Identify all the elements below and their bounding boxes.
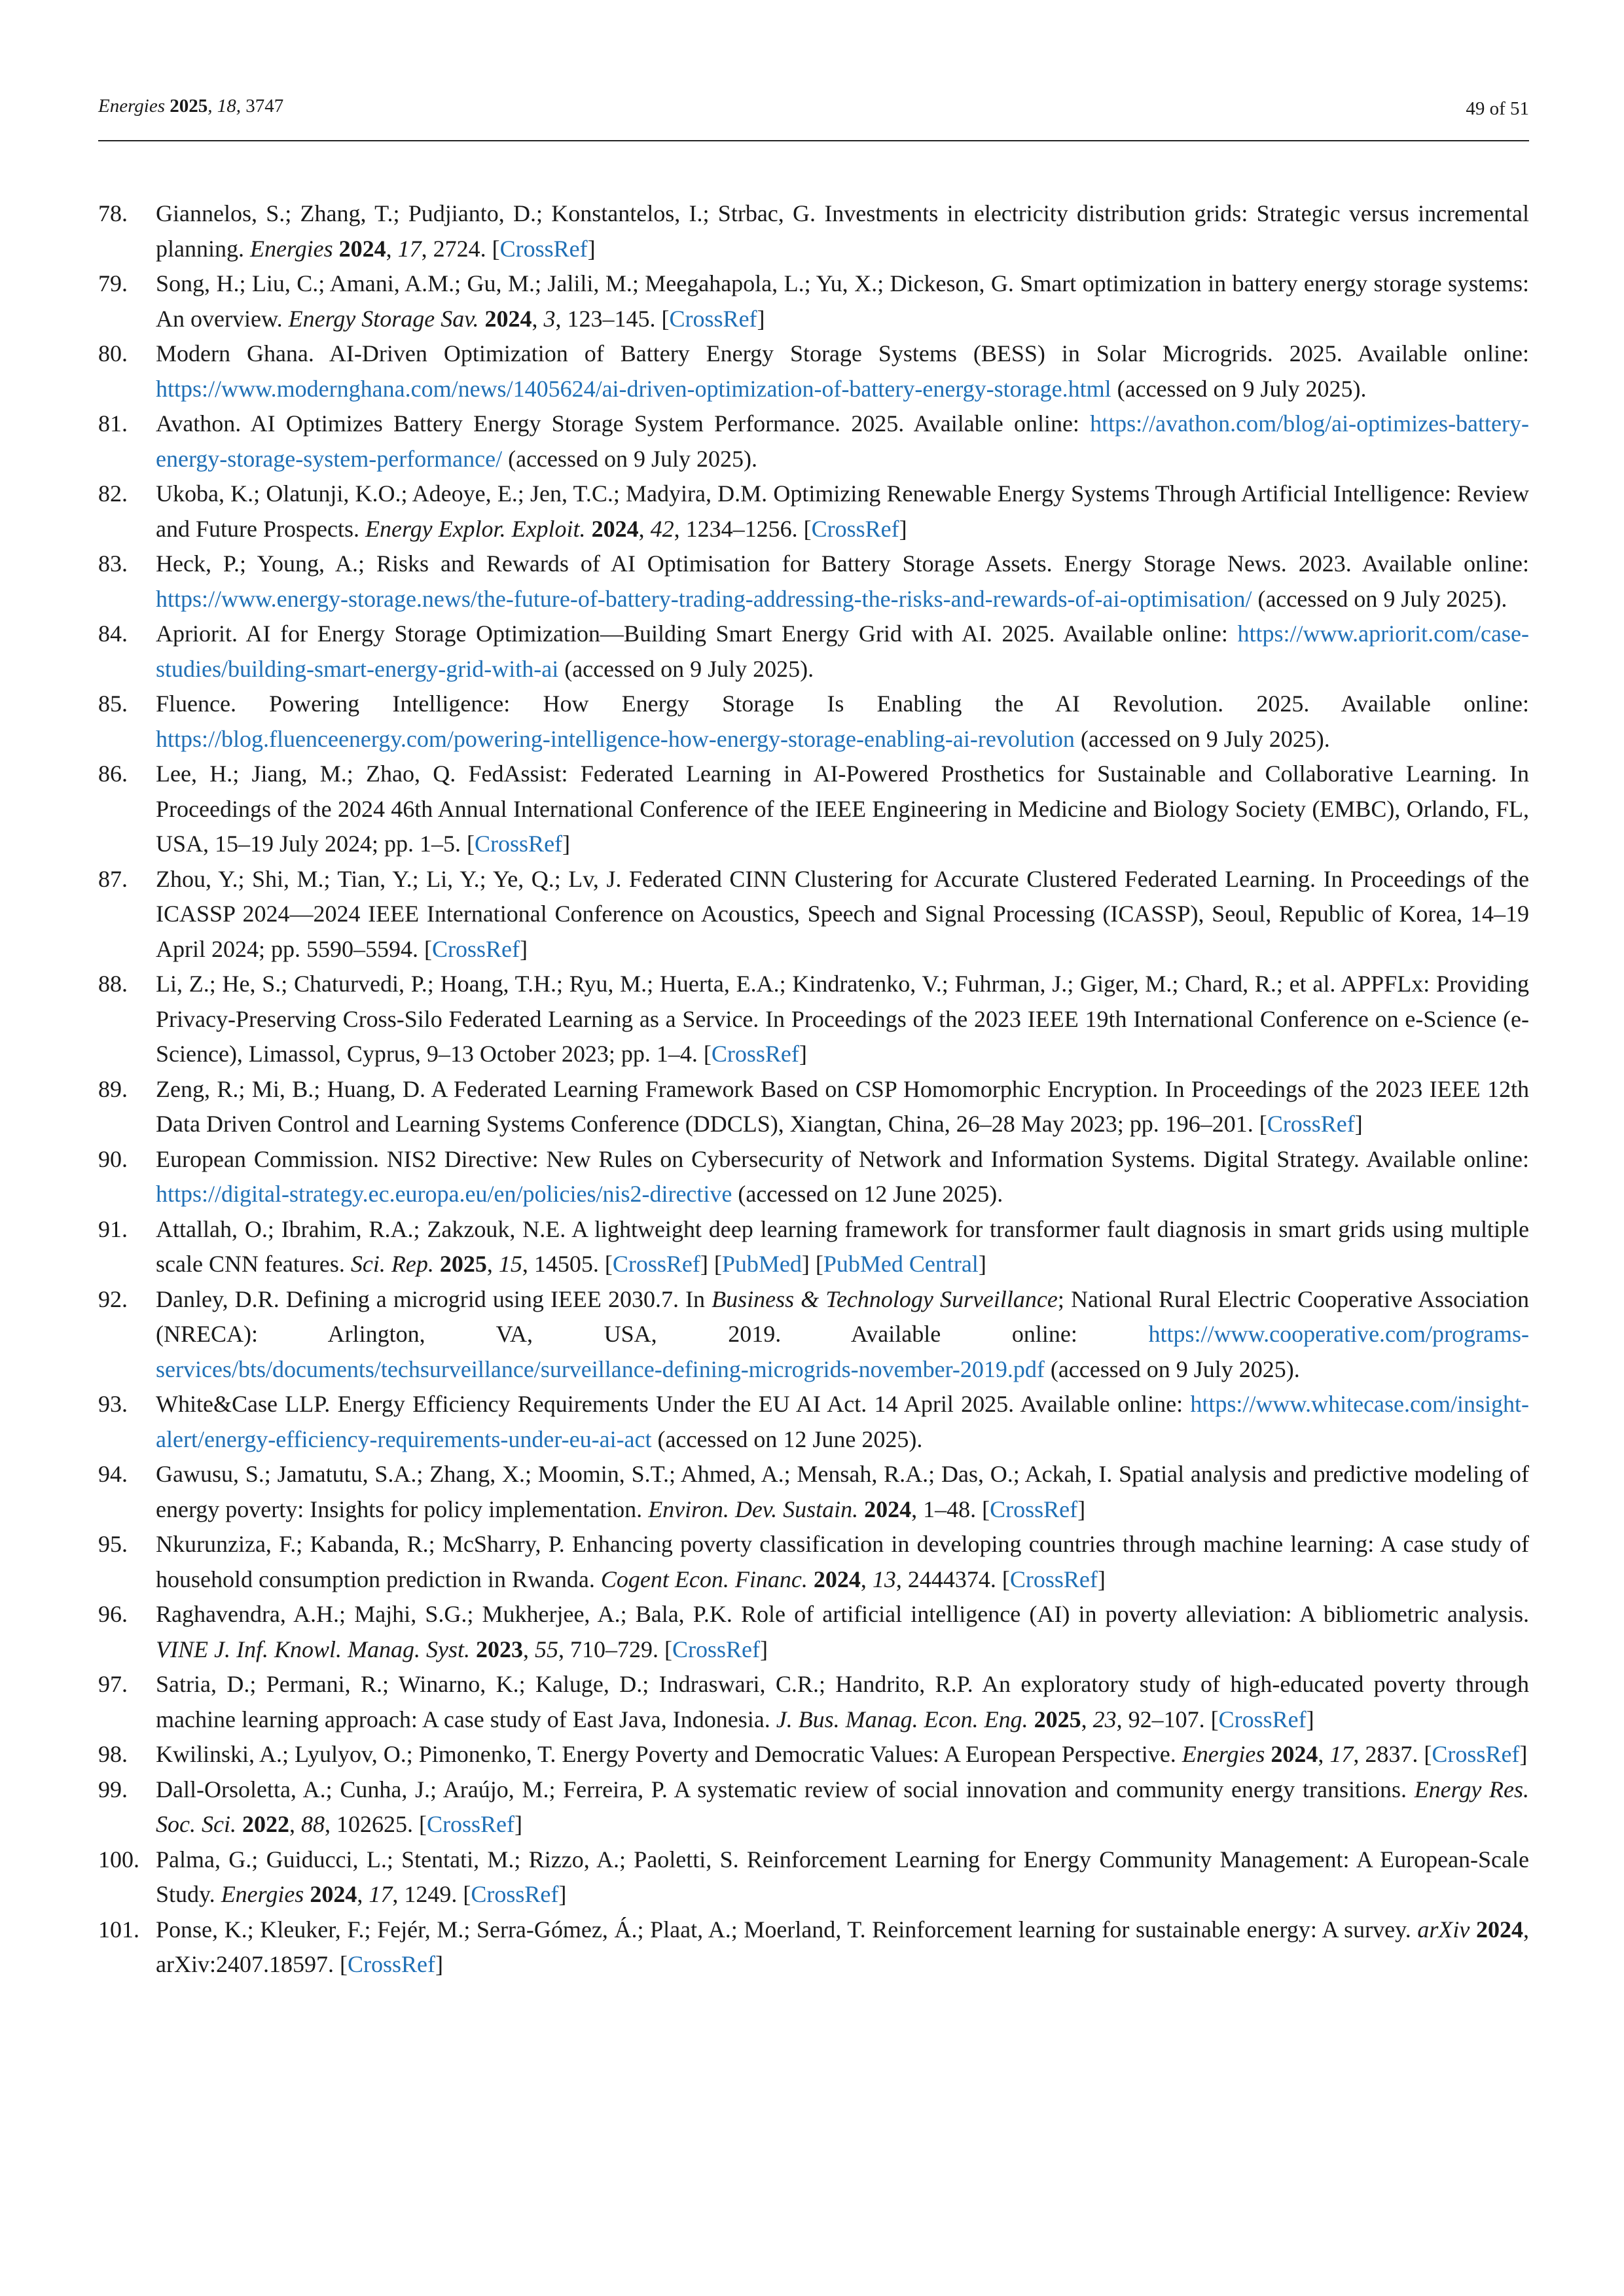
journal-citation: Energies 2025, 18, 3747: [98, 96, 284, 117]
reference-text: , arXiv:2407.18597. [: [156, 1916, 1530, 1977]
reference-item: [98, 1667, 1529, 1737]
reference-text: Attallah, O.; Ibrahim, R.A.; Zakzouk, N.E. A lightweight deep learning framework for transformer fault diagnosis in smart grids using multiple scale CNN features.: [156, 1215, 1529, 1277]
reference-text: [808, 1566, 814, 1592]
reference-text: [1028, 1706, 1034, 1732]
reference-text: Heck, P.; Young, A.; Risks and Rewards of AI Optimisation for Battery Storage Assets. Energy Storage News. 2023. Available online:: [156, 550, 1529, 577]
reference-item: [98, 1912, 1529, 1982]
reference-text: ]: [759, 1636, 768, 1662]
header-rule: [98, 140, 1529, 141]
reference-text: Avathon. AI Optimizes Battery Energy Storage System Performance. 2025. Available online:: [156, 410, 1091, 437]
reference-number: 88.: [98, 971, 128, 997]
reference-item: [98, 862, 1529, 967]
reference-text: (accessed on 9 July 2025).: [1252, 585, 1507, 612]
reference-italic-text: 13: [872, 1566, 896, 1592]
reference-text: ]: [562, 831, 571, 857]
reference-crossref-link[interactable]: CrossRef: [711, 1041, 799, 1067]
reference-number: 96.: [98, 1601, 128, 1627]
journal-year: 2025: [170, 96, 208, 117]
reference-text: ]: [587, 235, 596, 262]
reference-year: 2024: [484, 305, 532, 332]
reference-text: ]: [799, 1041, 807, 1067]
reference-crossref-link[interactable]: CrossRef: [499, 235, 588, 262]
reference-number: 97.: [98, 1671, 128, 1697]
reference-text: ]: [899, 515, 907, 542]
reference-text: Ukoba, K.; Olatunji, K.O.; Adeoye, E.; Jen, T.C.; Madyira, D.M. Optimizing Renewable Energy Systems Through Artificial Intelligence: Review and Future Prospects.: [156, 480, 1529, 542]
reference-number: 86.: [98, 761, 128, 787]
reference-text: (accessed on 12 June 2025).: [651, 1426, 923, 1452]
reference-year: 2025: [1034, 1706, 1081, 1732]
reference-year: 2024: [813, 1566, 861, 1592]
reference-text: , 92–107. [: [1116, 1706, 1219, 1732]
reference-text: Gawusu, S.; Jamatutu, S.A.; Zhang, X.; Moomin, S.T.; Ahmed, A.; Mensah, R.A.; Das, O.; Ackah, I. Spatial analysis and predictive modeling of energy poverty: Insights for policy implementation.: [156, 1461, 1529, 1522]
reference-item: [98, 687, 1529, 757]
reference-year: 2024: [591, 515, 639, 542]
reference-number: 94.: [98, 1461, 128, 1487]
reference-text: ; National Rural Electric Cooperative Association (NRECA): Arlington, VA, USA, 2019. Available online:: [156, 1285, 1530, 1347]
reference-text: , 14505. [: [522, 1251, 613, 1277]
reference-crossref-link[interactable]: CrossRef: [990, 1496, 1078, 1522]
reference-number: 85.: [98, 691, 128, 717]
reference-italic-text: 17: [369, 1881, 393, 1907]
reference-crossref-link[interactable]: CrossRef: [1432, 1741, 1520, 1767]
journal-volume: 18: [217, 96, 236, 117]
reference-item: [98, 1212, 1529, 1282]
reference-item: [98, 1772, 1529, 1842]
reference-number: 101.: [98, 1916, 139, 1943]
reference-text: , 1249. [: [392, 1881, 471, 1907]
reference-crossref-link[interactable]: CrossRef: [431, 935, 520, 962]
reference-url-link[interactable]: https://www.cooperative.com/programs-services/bts/documents/techsurveillance/surveillance-defining-microgrids-november-2019.pdf: [156, 1321, 1529, 1382]
reference-number: 82.: [98, 480, 128, 507]
reference-italic-text: Cogent Econ. Financ.: [600, 1566, 808, 1592]
reference-number: 100.: [98, 1846, 139, 1873]
reference-item: [98, 336, 1529, 406]
reference-text: (accessed on 9 July 2025).: [502, 445, 758, 472]
reference-italic-text: Business & Technology Surveillance: [712, 1285, 1058, 1312]
reference-text: , 1234–1256. [: [674, 515, 812, 542]
reference-number: 93.: [98, 1391, 128, 1417]
reference-text: ,: [357, 1881, 369, 1907]
reference-text: Zeng, R.; Mi, B.; Huang, D. A Federated Learning Framework Based on CSP Homomorphic Encryption. In Proceedings of the 2023 IEEE 12th Data Driven Control and Learning Systems Conference (DDCLS), Xiangtan, China, 26–28 May 2023; pp. 196–201. [: [156, 1075, 1529, 1137]
reference-text: , 102625. [: [324, 1811, 427, 1837]
reference-year: 2024: [338, 235, 386, 262]
article-number: 3747: [245, 96, 284, 117]
reference-text: ,: [860, 1566, 873, 1592]
reference-text: European Commission. NIS2 Directive: New Rules on Cybersecurity of Network and Information Systems. Digital Strategy. Available online:: [156, 1145, 1529, 1172]
reference-number: 95.: [98, 1531, 128, 1557]
reference-text: ,: [532, 305, 544, 332]
reference-italic-text: Environ. Dev. Sustain.: [648, 1496, 859, 1522]
reference-item: [98, 617, 1529, 687]
reference-text: [1470, 1916, 1476, 1943]
reference-text: , 710–729. [: [558, 1636, 672, 1662]
reference-crossref-link[interactable]: CrossRef: [672, 1636, 760, 1662]
reference-crossref-link[interactable]: CrossRef: [471, 1881, 559, 1907]
reference-crossref-link[interactable]: CrossRef: [1009, 1566, 1098, 1592]
reference-crossref-link[interactable]: CrossRef: [669, 305, 757, 332]
reference-text: [304, 1881, 310, 1907]
reference-item: [98, 406, 1529, 476]
reference-text: Zhou, Y.; Shi, M.; Tian, Y.; Li, Y.; Ye, Q.; Lv, J. Federated CINN Clustering for Accurate Clustered Federated Learning. In Proceedings of the ICASSP 2024—2024 IEEE International Conference on Acoustics, Speech and Signal Processing (ICASSP), Seoul, Republic of Korea, 14–19 April 2024; pp. 5590–5594. [: [156, 865, 1529, 962]
reference-item: [98, 547, 1529, 617]
reference-year: 2024: [1476, 1916, 1524, 1943]
reference-italic-text: 88: [300, 1811, 325, 1837]
reference-year: 2022: [242, 1811, 289, 1837]
reference-text: Fluence. Powering Intelligence: How Energy Storage Is Enabling the AI Revolution. 2025. Available online:: [156, 691, 1529, 717]
reference-italic-text: Energy Res. Soc. Sci.: [156, 1776, 1529, 1837]
reference-url-link[interactable]: https://digital-strategy.ec.europa.eu/en/policies/nis2-directive: [156, 1181, 732, 1207]
reference-year: 2023: [475, 1636, 523, 1662]
reference-text: ,: [486, 1251, 499, 1277]
reference-url-link[interactable]: https://www.energy-storage.news/the-future-of-battery-trading-addressing-the-risks-and-rewards-of-ai-optimisation/: [156, 585, 1252, 612]
reference-text: [236, 1811, 242, 1837]
reference-italic-text: Energy Explor. Exploit.: [365, 515, 586, 542]
reference-text: , 2837. [: [1353, 1741, 1432, 1767]
reference-text: Ponse, K.; Kleuker, F.; Fejér, M.; Serra-Gómez, Á.; Plaat, A.; Moerland, T. Reinforcement learning for sustainable energy: A survey.: [156, 1916, 1418, 1943]
reference-list: [98, 196, 1529, 1982]
reference-text: ]: [1306, 1706, 1314, 1732]
reference-text: (accessed on 9 July 2025).: [1111, 375, 1367, 402]
reference-italic-text: Energies: [1182, 1741, 1265, 1767]
reference-text: Kwilinski, A.; Lyulyov, O.; Pimonenko, T. Energy Poverty and Democratic Values: A European Perspective.: [156, 1741, 1182, 1767]
reference-crossref-link[interactable]: CrossRef: [475, 831, 563, 857]
reference-italic-text: Energies: [221, 1881, 304, 1907]
reference-text: ,: [638, 515, 651, 542]
reference-url-link[interactable]: https://www.whitecase.com/insight-alert/energy-efficiency-requirements-under-eu-ai-act: [156, 1391, 1529, 1452]
reference-number: 90.: [98, 1145, 128, 1172]
reference-number: 87.: [98, 865, 128, 892]
reference-text: ,: [1081, 1706, 1093, 1732]
reference-text: ]: [978, 1251, 986, 1277]
reference-text: Nkurunziza, F.; Kabanda, R.; McSharry, P. Enhancing poverty classification in developing countries through machine learning: A case study of household consumption prediction in Rwanda.: [156, 1531, 1529, 1592]
journal-name: Energies: [98, 96, 166, 117]
reference-italic-text: 17: [397, 235, 422, 262]
reference-text: ]: [1097, 1566, 1106, 1592]
reference-italic-text: 3: [543, 305, 556, 332]
reference-item: [98, 1457, 1529, 1527]
reference-text: , 2724. [: [421, 235, 500, 262]
reference-number: 81.: [98, 410, 128, 437]
reference-text: ]: [519, 935, 528, 962]
reference-item: [98, 1842, 1529, 1912]
reference-text: ] [: [801, 1251, 823, 1277]
reference-item: [98, 196, 1529, 266]
reference-text: , 1–48. [: [911, 1496, 990, 1522]
reference-crossref-link[interactable]: CrossRef: [1267, 1111, 1355, 1137]
reference-text: (accessed on 9 July 2025).: [1074, 725, 1330, 752]
reference-text: ]: [757, 305, 765, 332]
reference-number: 91.: [98, 1215, 128, 1242]
reference-pubmed-central-link[interactable]: PubMed Central: [823, 1251, 979, 1277]
reference-item: [98, 1387, 1529, 1457]
reference-text: ]: [435, 1951, 443, 1977]
reference-text: ,: [522, 1636, 535, 1662]
reference-item: [98, 1597, 1529, 1667]
page-header: [98, 90, 1529, 130]
reference-crossref-link[interactable]: CrossRef: [426, 1811, 514, 1837]
page-number: 49 of 51: [1466, 98, 1529, 119]
reference-text: Dall-Orsoletta, A.; Cunha, J.; Araújo, M.; Ferreira, P. A systematic review of social innovation and community energy transitions.: [156, 1776, 1415, 1803]
reference-number: 99.: [98, 1776, 128, 1803]
reference-text: ]: [1519, 1741, 1528, 1767]
reference-italic-text: 23: [1092, 1706, 1117, 1732]
reference-text: ]: [1077, 1496, 1086, 1522]
reference-text: White&Case LLP. Energy Efficiency Requirements Under the EU AI Act. 14 April 2025. Available online:: [156, 1391, 1191, 1417]
reference-url-link[interactable]: https://avathon.com/blog/ai-optimizes-battery-energy-storage-system-performance/: [156, 410, 1529, 472]
reference-italic-text: 55: [534, 1636, 558, 1662]
reference-item: [98, 1737, 1529, 1772]
reference-text: Satria, D.; Permani, R.; Winarno, K.; Kaluge, D.; Indraswari, C.R.; Handrito, R.P. An exploratory study of high-educated poverty through machine learning approach: A case study of East Java, Indonesia.: [156, 1671, 1529, 1732]
reference-number: 80.: [98, 340, 128, 367]
reference-crossref-link[interactable]: CrossRef: [347, 1951, 435, 1977]
reference-number: 83.: [98, 550, 128, 577]
reference-italic-text: J. Bus. Manag. Econ. Eng.: [776, 1706, 1028, 1732]
reference-italic-text: VINE J. Inf. Knowl. Manag. Syst.: [156, 1636, 470, 1662]
reference-number: 84.: [98, 620, 128, 647]
reference-item: [98, 1282, 1529, 1388]
reference-italic-text: Sci. Rep.: [350, 1251, 434, 1277]
reference-text: [586, 516, 592, 542]
reference-year: 2024: [310, 1881, 357, 1907]
reference-year: 2024: [1271, 1741, 1318, 1767]
reference-year: 2025: [439, 1251, 487, 1277]
reference-text: ]: [1354, 1111, 1363, 1137]
reference-number: 98.: [98, 1741, 128, 1767]
reference-number: 92.: [98, 1285, 128, 1312]
reference-italic-text: Energies: [249, 235, 333, 262]
reference-text: ,: [289, 1811, 301, 1837]
reference-text: [470, 1636, 476, 1662]
reference-text: ]: [558, 1881, 567, 1907]
reference-italic-text: 17: [1329, 1741, 1354, 1767]
reference-text: Li, Z.; He, S.; Chaturvedi, P.; Hoang, T.H.; Ryu, M.; Huerta, E.A.; Kindratenko, V.; Fuhrman, J.; Giger, M.; Chard, R.; et al. APPFLx: Providing Privacy-Preserving Cross-Silo Federated Learning as a Service. In Proceedings of the 2023 IEEE 19th International Conference on e-Science (e-Science), Limassol, Cyprus, 9–13 October 2023; pp. 1–4. [: [156, 971, 1529, 1067]
reference-text: Raghavendra, A.H.; Majhi, S.G.; Mukherjee, A.; Bala, P.K. Role of artificial intelligence (AI) in poverty alleviation: A bibliometric analysis.: [156, 1601, 1529, 1627]
reference-text: ]: [514, 1811, 522, 1837]
reference-text: Giannelos, S.; Zhang, T.; Pudjianto, D.; Konstantelos, I.; Strbac, G. Investments in electricity distribution grids: Strategic versus incremental planning.: [156, 200, 1529, 262]
reference-text: Lee, H.; Jiang, M.; Zhao, Q. FedAssist: Federated Learning in AI-Powered Prosthetics for Sustainable and Collaborative Learning. In Proceedings of the 2024 46th Annual International Conference of the IEEE Engineering in Medicine and Biology Society (EMBC), Orlando, FL, USA, 15–19 July 2024; pp. 1–5. [: [156, 761, 1529, 857]
reference-item: [98, 1527, 1529, 1597]
reference-item: [98, 476, 1529, 547]
reference-text: Apriorit. AI for Energy Storage Optimization—Building Smart Energy Grid with AI. 2025. Available online:: [156, 620, 1238, 647]
reference-url-link[interactable]: https://blog.fluenceenergy.com/powering-intelligence-how-energy-storage-enabling-ai-revolution: [156, 725, 1075, 752]
reference-text: ,: [1318, 1741, 1330, 1767]
reference-text: ,: [386, 235, 398, 262]
reference-pubmed-link[interactable]: PubMed: [721, 1251, 802, 1277]
reference-item: [98, 1072, 1529, 1142]
reference-number: 78.: [98, 200, 128, 226]
reference-text: Danley, D.R. Defining a microgrid using IEEE 2030.7. In: [156, 1285, 712, 1312]
reference-text: , 2444374. [: [895, 1566, 1010, 1592]
reference-text: Song, H.; Liu, C.; Amani, A.M.; Gu, M.; Jalili, M.; Meegahapola, L.; Yu, X.; Dickeson, G. Smart optimization in battery energy storage systems: An overview.: [156, 270, 1529, 332]
reference-italic-text: Energy Storage Sav.: [288, 305, 479, 332]
reference-text: (accessed on 9 July 2025).: [558, 655, 814, 682]
reference-text: (accessed on 12 June 2025).: [732, 1181, 1003, 1207]
reference-text: Palma, G.; Guiducci, L.; Stentati, M.; Rizzo, A.; Paoletti, S. Reinforcement Learning for Energy Community Management: A European-Scale Study.: [156, 1846, 1529, 1907]
reference-crossref-link[interactable]: CrossRef: [811, 515, 899, 542]
reference-url-link[interactable]: https://www.apriorit.com/case-studies/building-smart-energy-grid-with-ai: [156, 620, 1529, 682]
reference-text: [434, 1251, 440, 1277]
reference-crossref-link[interactable]: CrossRef: [612, 1251, 700, 1277]
reference-url-link[interactable]: https://www.modernghana.com/news/1405624/ai-driven-optimization-of-battery-energy-storage.html: [156, 375, 1111, 402]
reference-text: [479, 306, 485, 332]
reference-number: 79.: [98, 270, 128, 296]
reference-text: ] [: [700, 1251, 722, 1277]
reference-italic-text: arXiv: [1417, 1916, 1470, 1943]
reference-crossref-link[interactable]: CrossRef: [1218, 1706, 1307, 1732]
reference-italic-text: 42: [650, 515, 674, 542]
reference-number: 89.: [98, 1075, 128, 1102]
reference-year: 2024: [864, 1496, 912, 1522]
reference-item: [98, 266, 1529, 336]
reference-text: [858, 1496, 864, 1522]
reference-item: [98, 757, 1529, 862]
reference-text: (accessed on 9 July 2025).: [1044, 1355, 1300, 1382]
reference-item: [98, 967, 1529, 1072]
reference-italic-text: 15: [498, 1251, 522, 1277]
reference-text: [333, 236, 339, 262]
reference-item: [98, 1142, 1529, 1212]
reference-text: , 123–145. [: [555, 305, 670, 332]
reference-text: Modern Ghana. AI-Driven Optimization of Battery Energy Storage Systems (BESS) in Solar Microgrids. 2025. Available online:: [156, 340, 1529, 367]
